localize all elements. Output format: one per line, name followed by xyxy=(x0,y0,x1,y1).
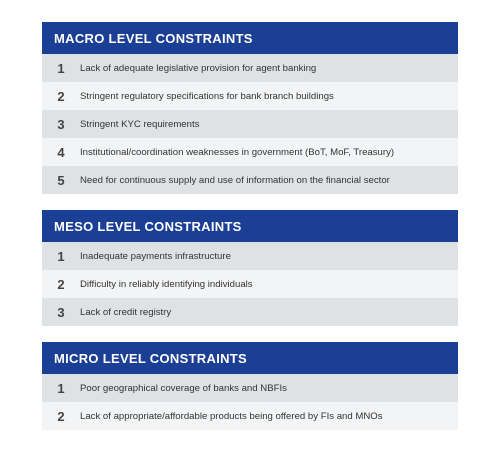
section-header: MESO LEVEL CONSTRAINTS xyxy=(42,210,458,242)
list-item xyxy=(42,270,458,298)
list-item xyxy=(42,374,458,402)
meso-constraints-section xyxy=(42,210,458,326)
section-header: MICRO LEVEL CONSTRAINTS xyxy=(42,342,458,374)
item-number: 1 xyxy=(57,60,65,76)
item-text: Stringent KYC requirements xyxy=(80,118,200,130)
item-text: Inadequate payments infrastructure xyxy=(80,250,231,262)
item-number: 4 xyxy=(57,144,65,160)
item-text: Institutional/coordination weaknesses in government (BoT, MoF, Treasury) xyxy=(80,146,395,158)
item-number: 5 xyxy=(57,172,65,188)
item-number: 3 xyxy=(57,304,65,320)
item-text: Lack of adequate legislative provision for agent banking xyxy=(80,62,317,74)
item-number: 3 xyxy=(57,116,65,132)
item-text: Poor geographical coverage of banks and NBFIs xyxy=(80,382,287,394)
item-text: Lack of credit registry xyxy=(80,306,172,318)
list-item xyxy=(42,166,458,194)
item-number: 2 xyxy=(57,408,65,424)
micro-constraints-section xyxy=(42,342,458,430)
list-item xyxy=(42,298,458,326)
macro-constraints-section xyxy=(42,22,458,194)
item-text: Lack of appropriate/affordable products being offered by FIs and MNOs xyxy=(80,410,383,422)
item-number: 2 xyxy=(57,88,65,104)
section-header: MACRO LEVEL CONSTRAINTS xyxy=(42,22,458,54)
item-text: Need for continuous supply and use of information on the financial sector xyxy=(80,174,390,186)
item-number: 1 xyxy=(57,380,65,396)
list-item xyxy=(42,82,458,110)
item-text: Stringent regulatory specifications for bank branch buildings xyxy=(80,90,334,102)
item-text: Difficulty in reliably identifying individuals xyxy=(80,278,253,290)
list-item xyxy=(42,402,458,430)
list-item xyxy=(42,242,458,270)
list-item xyxy=(42,110,458,138)
item-number: 1 xyxy=(57,248,65,264)
item-number: 2 xyxy=(57,276,65,292)
list-item xyxy=(42,138,458,166)
list-item xyxy=(42,54,458,82)
